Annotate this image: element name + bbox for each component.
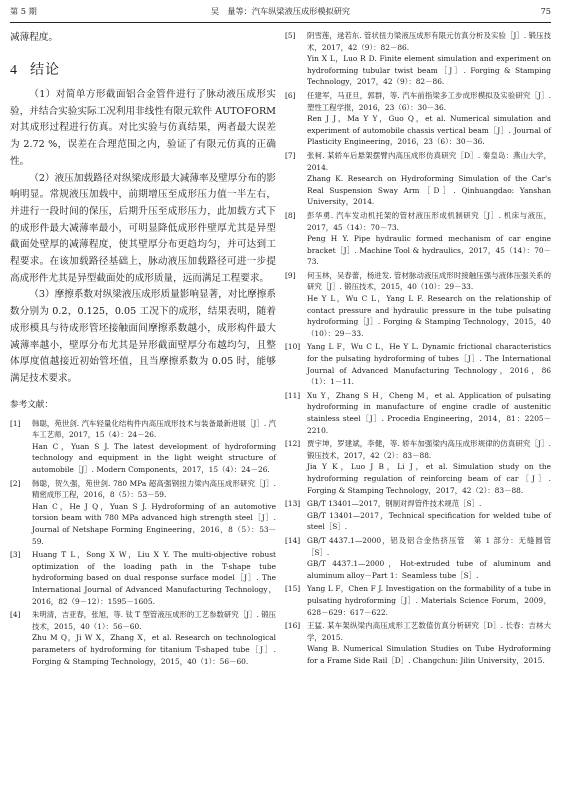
section-title: 结论 (30, 62, 60, 78)
reference-body (307, 390, 551, 436)
reference-text: He Y L，Wu C L，Yang L F. Research on the relationship of contact pressure and hydraulic pressure in the tube pulsating hydroforming［J］. Forging & Stamping Technology，2015，40（10）：29－33. (307, 294, 551, 338)
reference-item (285, 30, 551, 88)
reference-body (32, 609, 276, 667)
reference-text: Han C，Yuan S J. The latest development of hydroforming technology and equipment in the light weight structure of automobile［J］. Modern Components，2017，15（4）：24－26. (32, 441, 276, 475)
page-header (10, 6, 551, 20)
reference-body (307, 341, 551, 387)
reference-item (285, 498, 551, 533)
reference-text: Jia Y K，Luo J B，Li J，et al. Simulation study on the hydroforming regulation of reinforcing beam of car［J］. Forging & Stamping Technology，2017，42（2）：83－88. (307, 462, 551, 495)
reference-text: Peng H Y. Pipe hydraulic formed mechanism of car engine bracket［J］. Machine Tool & hydraulics，2017，45（14）：70－73. (307, 234, 551, 267)
reference-text: Huang T L，Song X W，Liu X Y. The multi-objective robust optimization of the loading path in the T-shape tube hydroforming based on dual response surface model［J］. The International Journal of Advanced Manufacturing Technology，2016，82（9－12）：1595－1605. (32, 550, 276, 606)
reference-item (10, 418, 276, 476)
page-number: 75 (540, 6, 551, 16)
reference-item (10, 609, 276, 667)
reference-number: [12] (285, 439, 301, 449)
reference-body (307, 90, 551, 148)
reference-body (307, 498, 551, 533)
reference-body (307, 210, 551, 268)
reference-text: Han C，He J Q，Yuan S J. Hydroforming of an automotive torsion beam with 780 MPa advanced high strength steel［J］. Journal of Netshape Forming Engineering，2016，8（5）：53－59. (32, 501, 276, 546)
reference-item (10, 478, 276, 548)
conclusion-paragraph: （1）对简单方形截面铝合金管件进行了脉动液压成形实验，并结合实验实际工况利用非线性有限元软件 AUTOFORM 对其成形过程进行仿真。对比实验与仿真结果，两者最大误差为 2.72 %，误差在合理范围之内，验证了有限元仿真的正确性。 (10, 89, 276, 167)
reference-text: Xu Y，Zhang S H，Cheng M，et al. Application of pulsating hydroforming in manufacture of engine cradle of austenitic stainless steel［J］. Procedia Engineering，2014，81：2205－2210. (307, 390, 551, 435)
reference-number: [3] (10, 550, 21, 560)
reference-body (32, 418, 276, 476)
reference-item (285, 210, 551, 268)
reference-text: 韩聪，苑世剑. 汽车轻量化结构件内高压成形技术与装备最新进展［J］. 汽车工艺师，2017，15（4）：24－26. (32, 418, 276, 440)
conclusion-paragraph: （3）摩擦系数对纵梁液压成形质量影响显著，对比摩擦系数分别为 0.2，0.125，0.05 工况下的成形，结果表明，随着成形模具与待成形管坯接触面间摩擦系数越小，成形构件最大减薄率越小，壁厚分布尤其是异形截面壁厚分布越均匀，且整体厚度值越接近初始管坯值，且当摩擦系数为 0.05 时，能够满足技术要求。 (10, 289, 276, 384)
reference-text: Yang L F，Chen F J. Investigation on the formability of a tube in pulsating hydroforming［J］. Materials Science Forum，2009，628－629：617－622. (307, 584, 551, 617)
reference-body (32, 478, 276, 548)
reference-number: [9] (285, 270, 296, 280)
reference-text: Wang B. Numerical Simulation Studies on Tube Hydroforming for a Frame Side Rail［D］. Changchun: Jilin University，2015. (307, 644, 551, 665)
reference-number: [15] (285, 584, 301, 594)
reference-text: GB/T 4437.1—2000，铝及铝合金热挤压管 第 1 部分：无缝圆管［S］. (307, 535, 551, 557)
reference-number: [16] (285, 621, 301, 631)
lead-text: 减薄程度。 (10, 32, 58, 43)
reference-text: 王猛. 某车架纵梁内高压成形工艺数值仿真分析研究［D］. 长春：吉林大学，2015. (307, 621, 551, 642)
reference-item (285, 620, 551, 666)
reference-text: 韩聪，贺久强，苑世剑. 780 MPa 超高强钢扭力梁内高压成形研究［J］. 精密成形工程，2016，8（5）：53－59. (32, 478, 276, 500)
reference-item (285, 535, 551, 581)
issue-number: 第 5 期 (10, 6, 37, 16)
reference-text: Yin X L，Luo R D. Finite element simulation and experiment on hydroforming tubular twist beam［J］. Forging & Stamping Technology，2017，42（9）：82－86. (307, 54, 551, 87)
reference-number: [10] (285, 342, 301, 352)
reference-text: Zhu M Q，Ji W X，Zhang X，et al. Research on technological parameters of hydroforming for titanium T-shaped tube［J］. Forging & Stamping Technology，2015，40（1）：56－60. (32, 633, 276, 666)
reference-number: [8] (285, 210, 296, 220)
right-column (285, 30, 551, 668)
reference-list (285, 30, 551, 666)
reference-text: GB/T 13401—2017，Technical specification for welded tube of steel［S］. (307, 510, 551, 532)
reference-number: [2] (10, 478, 21, 488)
reference-number: [13] (285, 499, 301, 509)
reference-text: 贾宇坤，罗建斌，李健，等. 轿车加强梁内高压成形规律的仿真研究［J］. 锻压技术，2017，42（2）：83－88. (307, 439, 551, 460)
reference-text: Ren J J，Ma Y Y，Guo Q，et al. Numerical simulation and experiment of automobile chassis vertical beam［J］. Journal of Plasticity Engineering，2016，23（6）：30－36. (307, 114, 551, 147)
reference-item (285, 270, 551, 340)
references-heading: 参考文献： (10, 399, 53, 410)
reference-number: [5] (285, 31, 296, 40)
running-title: 吴 量等：汽车纵梁液压成形模拟研究 (210, 6, 351, 16)
reference-item (285, 390, 551, 436)
reference-item (285, 341, 551, 387)
reference-body (307, 535, 551, 581)
reference-body (307, 438, 551, 496)
left-column (10, 30, 276, 669)
reference-body (32, 549, 276, 607)
reference-text: Zhang K. Research on Hydroforming Simulation of the Car's Real Suspension Sway Arm［D］. Qinhuangdao: Yanshan University，2014. (307, 174, 551, 207)
reference-text: GB/T 4437.1—2000，Hot-extruded tube of aluminum and aluminum alloy－Part 1：Seamless tube［S］. (307, 559, 551, 580)
header-rule (10, 22, 551, 23)
section-heading (10, 59, 276, 79)
reference-body (307, 620, 551, 666)
reference-number: [14] (285, 535, 301, 545)
reference-item (285, 438, 551, 496)
reference-text: 任建军，马亚旦，郭群，等. 汽车前指梁多工步成形模拟及实验研究［J］. 塑性工程学报，2016，23（6）：30－36. (307, 90, 551, 112)
reference-text: 彭华勇. 汽车发动机托架的管材液压形成机制研究［J］. 机床与液压，2017，45（14）：70－73. (307, 210, 551, 232)
reference-number: [6] (285, 90, 296, 100)
reference-body (307, 150, 551, 208)
reference-text: GB/T 13401—2017，钢制对焊管件技术规范［S］. (307, 499, 482, 509)
conclusion-paragraph: （2）液压加载路径对纵梁成形最大减薄率及壁厚分布的影响明显。常规液压加载中，前期增压至成形压力值一半左右，并进行一段时间的保压，后期升压至成形压力，此加载方式下的成形件最大减薄率最小，可明显降低成形件壁厚尤其是异型截面处壁厚的减薄程度，使其壁厚分布更趋均匀，并可达到工程要求。在该加载路径基础上，脉动液压加载路径可进一步提高成形件尤其是异型截面处的成形质量，远而满足工程要求。 (10, 172, 276, 284)
reference-body (307, 30, 551, 88)
reference-body (307, 583, 551, 618)
reference-text: 朱明清，吉亚春，张旭，等. 钛 T 型管液压成形的工艺参数研究［J］. 锻压技术，2015，40（1）：56－60. (32, 610, 276, 631)
reference-item (285, 583, 551, 618)
reference-list (10, 418, 276, 667)
reference-text: 张柯. 某轿车后悬架摆臂内高压成形仿真研究［D］. 秦皇岛：燕山大学，2014. (307, 150, 551, 172)
reference-item (10, 549, 276, 607)
reference-item (285, 150, 551, 208)
reference-number: [1] (10, 418, 21, 428)
reference-item (285, 90, 551, 148)
reference-number: [4] (10, 610, 21, 620)
reference-number: [11] (285, 390, 301, 400)
section-number: 4 (10, 63, 18, 78)
reference-text: 何玉林，吴春蕾，杨进发. 管材脉动液压成形时接触压强与液体压强关系的研究［J］. 锻压技术，2015，40（10）：29－33. (307, 270, 551, 292)
reference-text: Yang L F，Wu C L，He Y L. Dynamic frictional characteristics for the pulsating hydroforming of tubes［J］. The International Journal of Advanced Manufacturing Technology，2016，86（1）：1－11. (307, 342, 551, 387)
reference-number: [7] (285, 150, 296, 160)
reference-body (307, 270, 551, 340)
reference-text: 阴雪莲，逯若东. 管状扭力梁液压成形有限元仿真分析及实验［J］. 锻压技术，2017，42（9）：82－86. (307, 31, 551, 52)
